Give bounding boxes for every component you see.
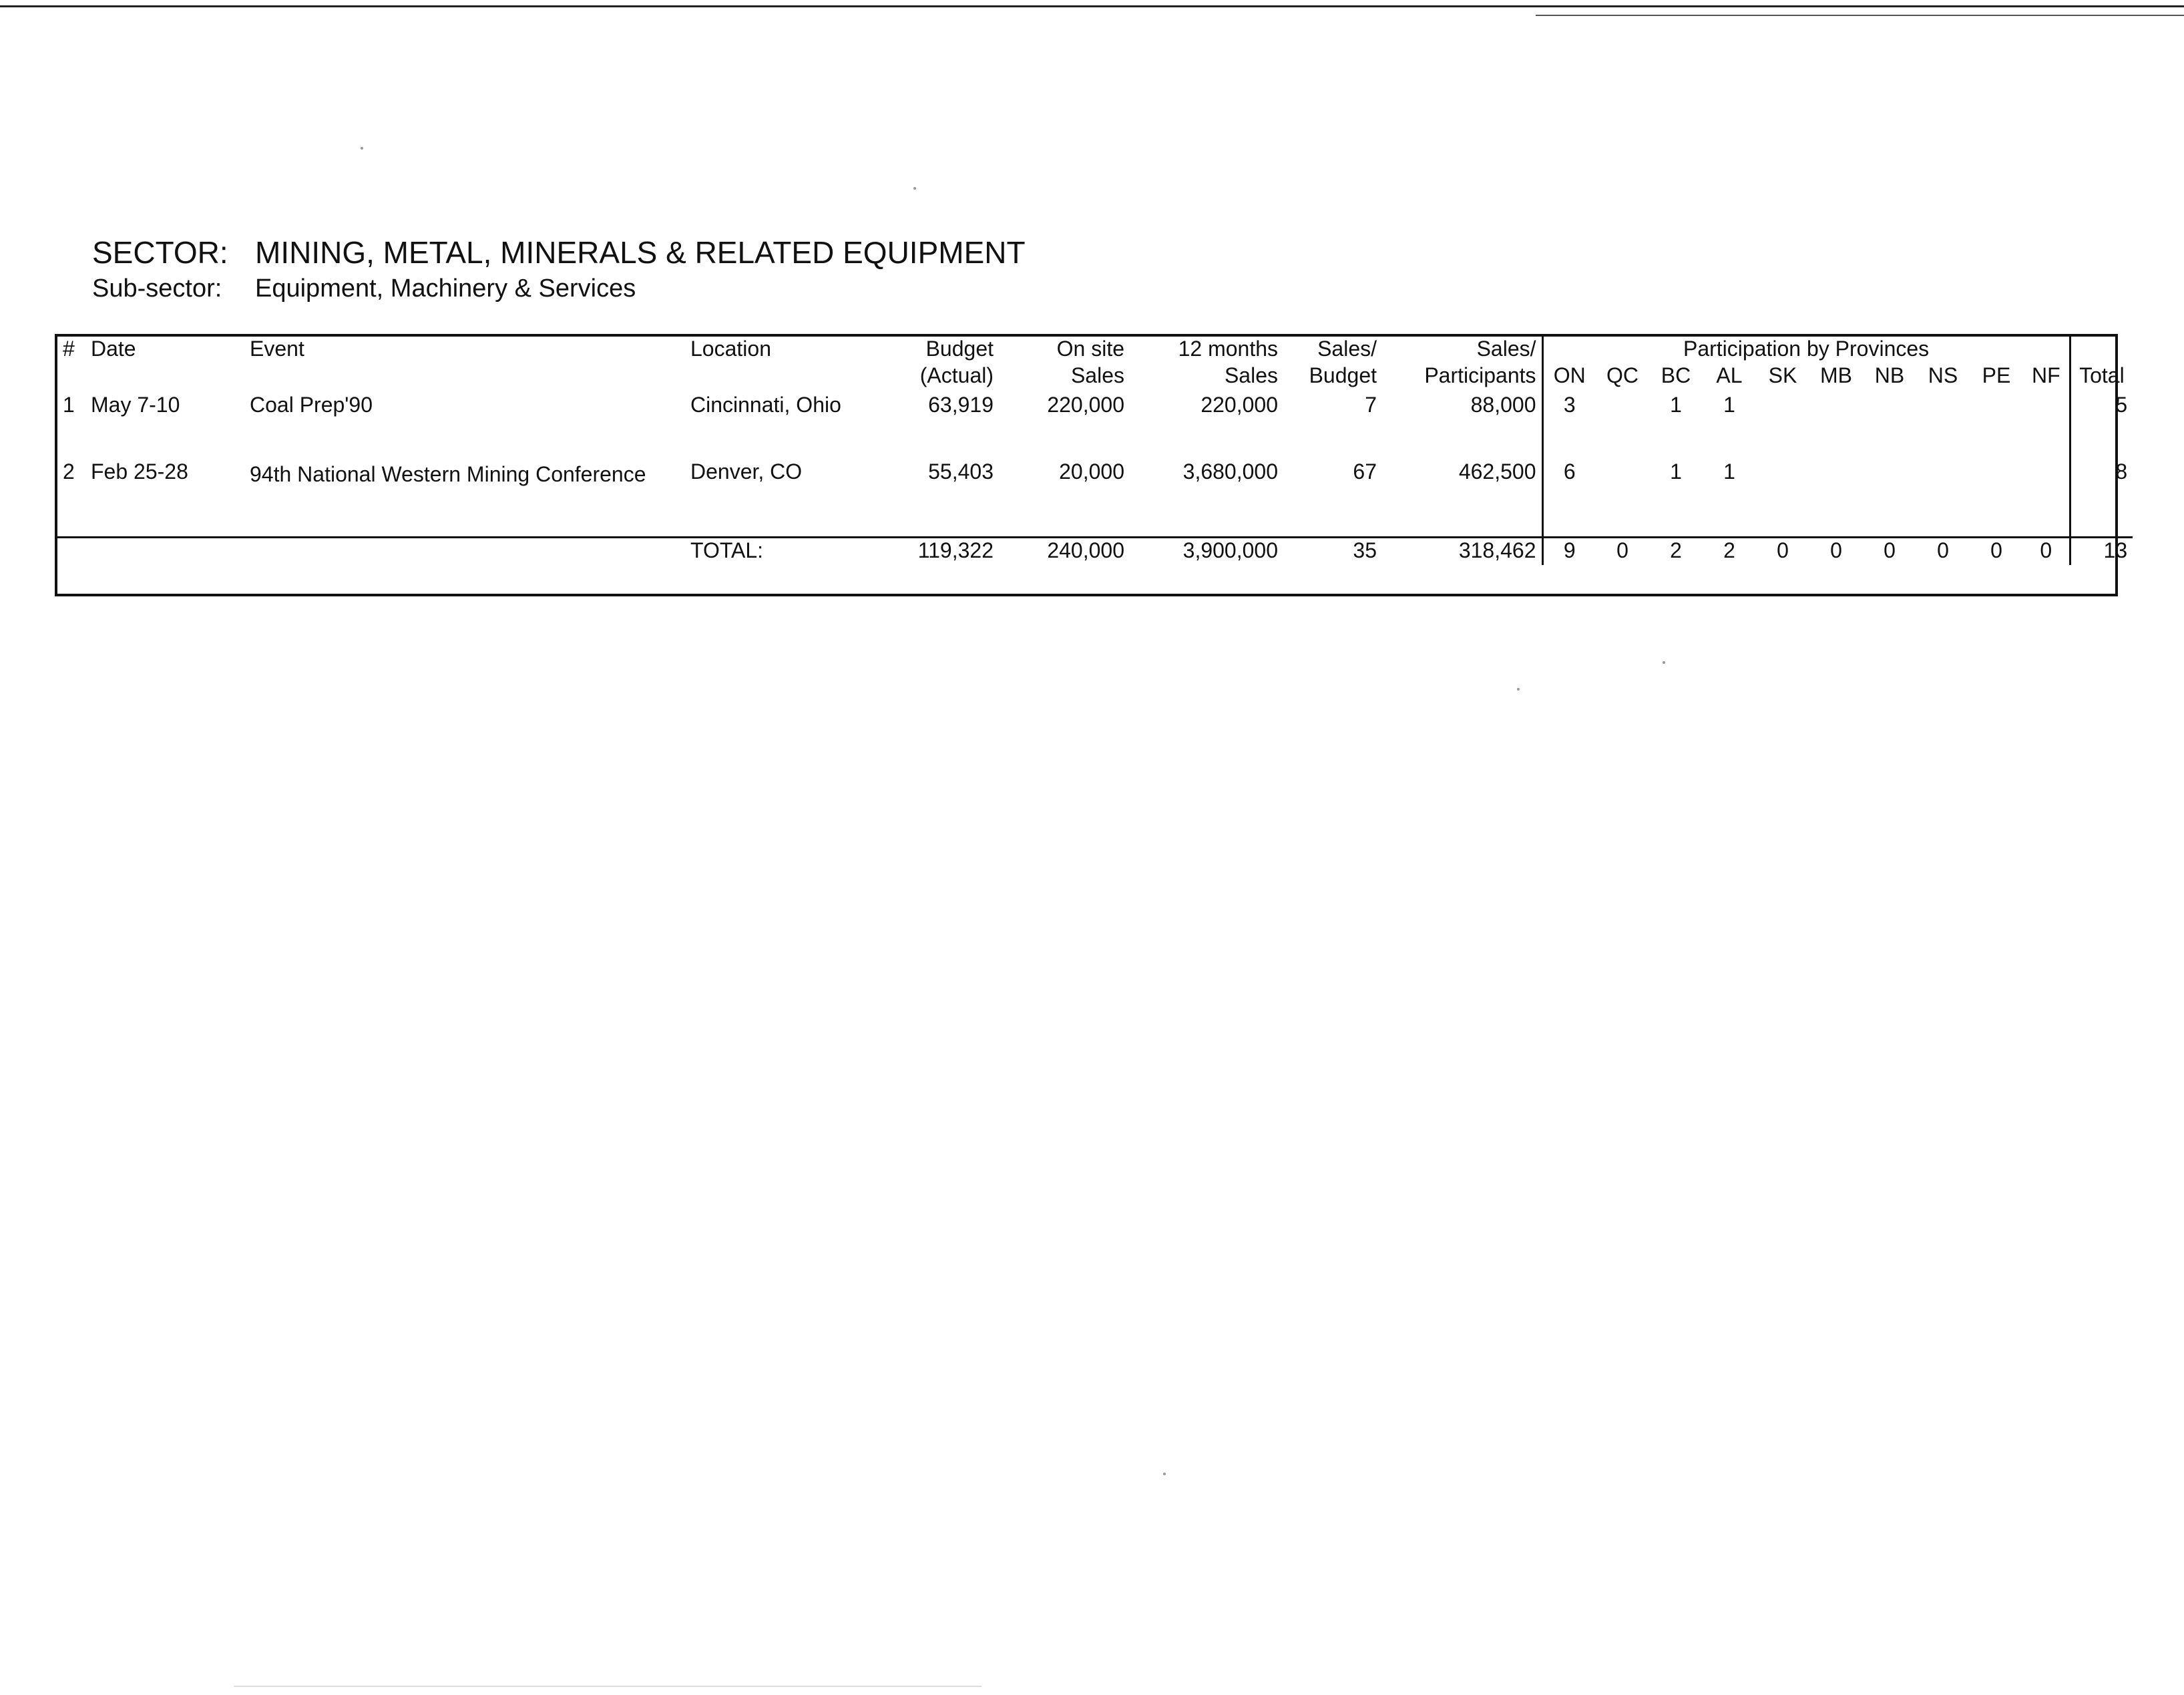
header-province-pe: PE <box>1982 363 2011 387</box>
header-province-al: AL <box>1716 363 1743 387</box>
sector-value: MINING, METAL, MINERALS & RELATED EQUIPMENT <box>255 235 1026 270</box>
row-province-qc <box>1596 393 1649 450</box>
events-table-frame <box>55 334 2128 596</box>
header-row-bottom <box>57 363 2133 393</box>
header-province-nf: NF <box>2031 363 2060 387</box>
scan-artifact-line <box>234 1686 981 1687</box>
totals-label: TOTAL: <box>685 537 879 565</box>
header-participation: Participation by Provinces <box>1542 337 2070 363</box>
row-province-bc: 1 <box>1670 459 1682 484</box>
row-date: May 7-10 <box>91 393 180 417</box>
header-province-ns: NS <box>1928 363 1958 387</box>
header-months-line1: 12 months <box>1178 337 1278 361</box>
header-date: Date <box>91 337 136 361</box>
row-12-month-sales: 220,000 <box>1200 393 1278 417</box>
row-province-nb <box>1863 450 1916 537</box>
row-province-mb <box>1809 393 1863 450</box>
row-province-pe <box>1970 393 2023 450</box>
header-province-on: ON <box>1542 363 1596 393</box>
sector-label: SECTOR: <box>92 235 228 270</box>
row-date: Feb 25-28 <box>91 459 188 484</box>
row-province-on: 6 <box>1542 450 1596 537</box>
table-row <box>57 450 2133 537</box>
scan-speck <box>913 187 916 190</box>
row-num: 2 <box>63 459 75 484</box>
row-event: 94th National Western Mining Conference <box>250 462 646 486</box>
header-sales-budget-line1: Sales/ <box>1317 337 1377 361</box>
top-border-rule <box>0 5 2184 7</box>
header-province-nb: NB <box>1874 363 1905 387</box>
row-province-nb <box>1863 393 1916 450</box>
scan-speck <box>361 147 363 150</box>
totals-spacer <box>85 537 244 565</box>
header-spacer <box>244 363 685 393</box>
row-location: Denver, CO <box>690 459 803 484</box>
totals-row <box>57 537 2133 565</box>
header-province-qc: QC <box>1606 363 1639 387</box>
row-province-nf <box>2023 450 2070 537</box>
row-total: 8 <box>2070 450 2133 537</box>
row-province-mb <box>1809 450 1863 537</box>
header-province-sk: SK <box>1768 363 1797 387</box>
totals-province-nb: 0 <box>1863 537 1916 565</box>
row-province-nf <box>2023 393 2070 450</box>
totals-sales-participants: 318,462 <box>1382 537 1542 565</box>
totals-spacer <box>244 537 685 565</box>
row-province-ns <box>1916 393 1970 450</box>
row-budget: 63,919 <box>928 393 994 417</box>
header-onsite-line2: Sales <box>1070 363 1124 387</box>
row-budget: 55,403 <box>928 459 994 484</box>
totals-province-qc: 0 <box>1596 537 1649 565</box>
row-num: 1 <box>63 393 75 417</box>
header-location: Location <box>690 337 771 361</box>
subsector-heading <box>92 272 636 305</box>
header-months-line2: Sales <box>1224 363 1278 387</box>
totals-12-month-sales: 3,900,000 <box>1130 537 1283 565</box>
header-sales-participants-line1: Sales/ <box>1476 337 1536 361</box>
sector-heading <box>92 234 1026 271</box>
row-province-al: 1 <box>1723 393 1735 417</box>
row-event: Coal Prep'90 <box>250 393 373 417</box>
header-budget-line1: Budget <box>925 337 994 361</box>
totals-province-nf: 0 <box>2023 537 2070 565</box>
row-sales-budget: 67 <box>1353 459 1377 484</box>
totals-province-pe: 0 <box>1970 537 2023 565</box>
row-province-on: 3 <box>1542 393 1596 450</box>
totals-onsite-sales: 240,000 <box>999 537 1130 565</box>
subsector-value: Equipment, Machinery & Services <box>255 274 636 303</box>
header-total-spacer <box>2070 337 2133 363</box>
totals-total: 13 <box>2070 537 2133 565</box>
header-sales-budget-line2: Budget <box>1309 363 1377 387</box>
row-province-ns <box>1916 450 1970 537</box>
row-sales-budget: 7 <box>1365 393 1377 417</box>
totals-province-al: 2 <box>1703 537 1756 565</box>
events-table <box>57 337 2133 565</box>
header-onsite-line1: On site <box>1056 337 1124 361</box>
totals-province-ns: 0 <box>1916 537 1970 565</box>
row-province-bc: 1 <box>1670 393 1682 417</box>
row-province-qc <box>1596 450 1649 537</box>
header-province-bc: BC <box>1661 363 1691 387</box>
row-province-sk <box>1756 393 1809 450</box>
row-province-al: 1 <box>1723 459 1735 484</box>
row-sales-participants: 462,500 <box>1458 459 1536 484</box>
row-location: Cincinnati, Ohio <box>690 393 841 417</box>
header-sales-participants-line2: Participants <box>1424 363 1536 387</box>
row-sales-participants: 88,000 <box>1470 393 1536 417</box>
header-spacer <box>85 363 244 393</box>
row-total: 5 <box>2070 393 2133 450</box>
header-event: Event <box>250 337 304 361</box>
table-row <box>57 393 2133 450</box>
header-spacer <box>57 363 85 393</box>
header-province-mb: MB <box>1820 363 1852 387</box>
header-budget-line2: (Actual) <box>919 363 994 387</box>
row-province-pe <box>1970 450 2023 537</box>
totals-province-on: 9 <box>1542 537 1596 565</box>
header-row-top <box>57 337 2133 363</box>
scan-speck <box>1517 688 1520 691</box>
row-onsite-sales: 20,000 <box>1059 459 1124 484</box>
row-12-month-sales: 3,680,000 <box>1182 459 1278 484</box>
subsector-label: Sub-sector: <box>92 274 222 303</box>
header-spacer <box>685 363 879 393</box>
totals-province-mb: 0 <box>1809 537 1863 565</box>
totals-province-bc: 2 <box>1649 537 1703 565</box>
top-border-rule-secondary <box>1536 15 2184 16</box>
totals-sales-budget: 35 <box>1283 537 1382 565</box>
totals-budget: 119,322 <box>879 537 999 565</box>
scan-speck <box>1663 661 1665 664</box>
totals-province-sk: 0 <box>1756 537 1809 565</box>
row-province-sk <box>1756 450 1809 537</box>
totals-spacer <box>57 537 85 565</box>
scan-speck <box>1163 1473 1166 1475</box>
header-num: # <box>63 337 75 361</box>
header-total: Total <box>2070 363 2133 393</box>
row-onsite-sales: 220,000 <box>1047 393 1124 417</box>
